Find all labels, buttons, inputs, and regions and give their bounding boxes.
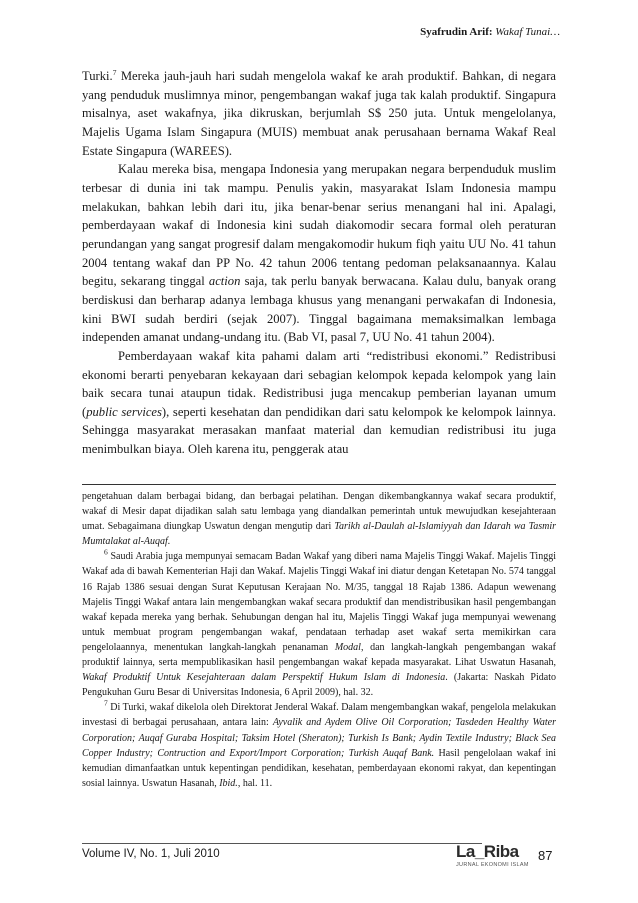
journal-logo	[456, 843, 532, 875]
page-number: 87	[538, 848, 553, 863]
main-text	[82, 67, 556, 459]
paragraph-2	[82, 160, 556, 347]
p3-b: ), seperti kesehatan dan pendidikan dari satu kelompok ke kelompok lainnya. Sehingga masyarakat merasakan manfaat material dan kemudian redistribusi itu juga menimbulkan biaya. Oleh karena itu, penggerak atau	[82, 404, 557, 457]
footnote-divider	[82, 484, 556, 485]
fn7-number: 7	[104, 698, 108, 708]
fn6-modal: Modal	[334, 641, 361, 653]
p1-rest: Mereka jauh-jauh hari sudah mengelola wakaf ke arah produktif. Bahkan, di negara yang penduduk muslimnya minor, pengembangan wakaf juga tak kalah produktif. Singapura misalnya, aset wakafnya, jika dikruskan, berjumlah S$ 250 juta. Untuk mengelolanya, Majelis Ugama Islam Singapura (MUIS) membuat anak perusahaan bernama Wakaf Real Estate Singapura (WAREES).	[82, 69, 556, 158]
logo-subtitle: JURNAL EKONOMI ISLAM	[456, 862, 529, 868]
fn6-title: Wakaf Produktif Untuk Kesejahteraan dalam Perspektif Hukum Islam di Indonesia	[82, 672, 446, 684]
header-title: Wakaf Tunai…	[495, 26, 560, 38]
p3-italic: public services	[86, 404, 162, 419]
footnote-6	[82, 549, 556, 700]
paragraph-1	[82, 67, 556, 160]
footnote-continued	[82, 489, 556, 549]
footnotes	[82, 489, 556, 791]
fn7-text-a: Di Turki, wakaf dikelola oleh Direktorat Jenderal Wakaf. Dalam mengembangkan wakaf, pengelola melakukan investasi di berbagai perusahaan, antara lain:	[82, 702, 556, 729]
running-header	[420, 26, 560, 38]
p2-action: action	[208, 274, 241, 289]
footnote-7	[82, 700, 556, 791]
journal-volume: Volume IV, No. 1, Juli 2010	[82, 848, 220, 860]
fn6-number: 6	[104, 548, 108, 558]
fn7-text-c: , hal. 11.	[237, 777, 273, 789]
fn6-text-c: . (Jakarta: Naskah Pidato Pengukuhan Guru Besar di Universitas Indonesia, 6 April 2009), hal. 32.	[82, 672, 556, 699]
p3-a: Pemberdayaan wakaf kita pahami dalam arti “redistribusi ekonomi.” Redistribusi ekonomi berarti penyebaran kekayaan dari sebagian kelompok kepada kelompok yang lain baik secara tunai ataupun tidak. Redistribusi juga mencakup pemberian layanan umum (	[82, 348, 556, 419]
p1-start: Turki.	[82, 69, 113, 83]
fn7-ibid: Ibid.	[219, 777, 238, 789]
fn-cont-italic: Tarikh al-Daulah al-Islamiyyah dan Idarah wa Tasmir Mumtalakat al-Auqaf.	[82, 521, 556, 548]
logo-name: La_Riba	[456, 842, 519, 861]
p2-b: saja, tak perlu banyak berwacana. Kalau dulu, banyak orang berdiskusi dan berharap adanya lembaga khusus yang menangani perwakafan di Indonesia, kini BWI sudah berdiri (sejak 2007). Tinggal bagaimana memaksimalkan lembaga independen amanat undang-undang itu. (Bab VI, pasal 7, UU No. 41 tahun 2004).	[82, 274, 556, 345]
paragraph-3	[82, 347, 556, 459]
p2-a: Kalau mereka bisa, mengapa Indonesia yang merupakan negara berpenduduk muslim terbesar di dunia ini tak mampu. Penulis yakin, masyarakat Islam Indonesia mampu melakukan, bahkan lebih dari itu, jika benar-benar serius menangani hal ini. Apalagi, pemberdayaan wakaf di Indonesia kini sudah diakomodir secara formal oleh peraturan perundangan yang sangat progresif dalam mengakomodir hukum fiqh yaitu UU No. 41 tahun 2004 tentang wakaf dan PP No. 42 tahun 2006 tentang pedoman pelaksanaannya. Kalau begitu, sekarang tinggal	[82, 162, 556, 289]
footer-divider	[82, 843, 482, 844]
header-author: Syafrudin Arif:	[420, 26, 493, 38]
fn7-companies: Ayvalik and Aydem Olive Oil Corporation; Tasdeden Healthy Water Corporation; Auqaf Guraba Hospital; Taksim Hotel (Sheraton); Turkish Is Bank; Aydin Textile Industry; Black Sea Copper Industry; Contruction and Export/Import Corporation; Turkish Auqaf Bank.	[82, 717, 556, 759]
footnote-ref-7: 7	[112, 67, 117, 77]
fn6-text-b: , dan langkah-langkah pengembangan wakaf produktif lainnya, serta mempublikasikan hasil pengembangan wakaf kepada masyarakat. Lihat Uswatun Hasanah,	[82, 641, 557, 669]
fn6-text-a: Saudi Arabia juga mempunyai semacam Badan Wakaf yang diberi nama Majelis Tinggi Wakaf. Majelis Tinggi Wakaf ada di bawah Kementerian Haji dan Wakaf. Majelis Tinggi Wakaf ini diatur dengan Ketetapan No. 574 tanggal 16 Rajab 1386 sesuai dengan Surat Keputusan Kerajaan No. M/35, tanggal 18 Rajab 1386. Adapun wewenang Majelis Tinggi Wakaf antara lain mengembangkan wakaf secara produktif dan mendistribusikan hasil pengembangan wakaf kepada mereka yang berhak. Sehubungan dengan hal itu, Majelis Tinggi Wakaf juga mempunyai wewenang untuk membuat program pengembangan wakaf, pendataan terhadap aset wakaf serta memikirkan cara pengelolaannya, menentukan langkah-langkah penanaman	[82, 551, 556, 653]
fn7-text-b: Hasil pengelolaan wakaf ini kemudian dimanfaatkan untuk kepentingan pendidikan, kesehatan, pemberdayaan ekonomi rakyat, dan kepentingan sosial lainnya. Uswatun Hasanah,	[82, 747, 556, 789]
fn-cont-text: pengetahuan dalam berbagai bidang, dan berbagai pelatihan. Dengan dikembangkannya wakaf secara produktif, wakaf di Mesir dapat dijadikan salah satu lembaga yang diandalkan pemerintah untuk mewujudkan kesejahteraan umat. Sebagaimana diungkap Uswatun dengan mengutip dari	[82, 491, 556, 533]
